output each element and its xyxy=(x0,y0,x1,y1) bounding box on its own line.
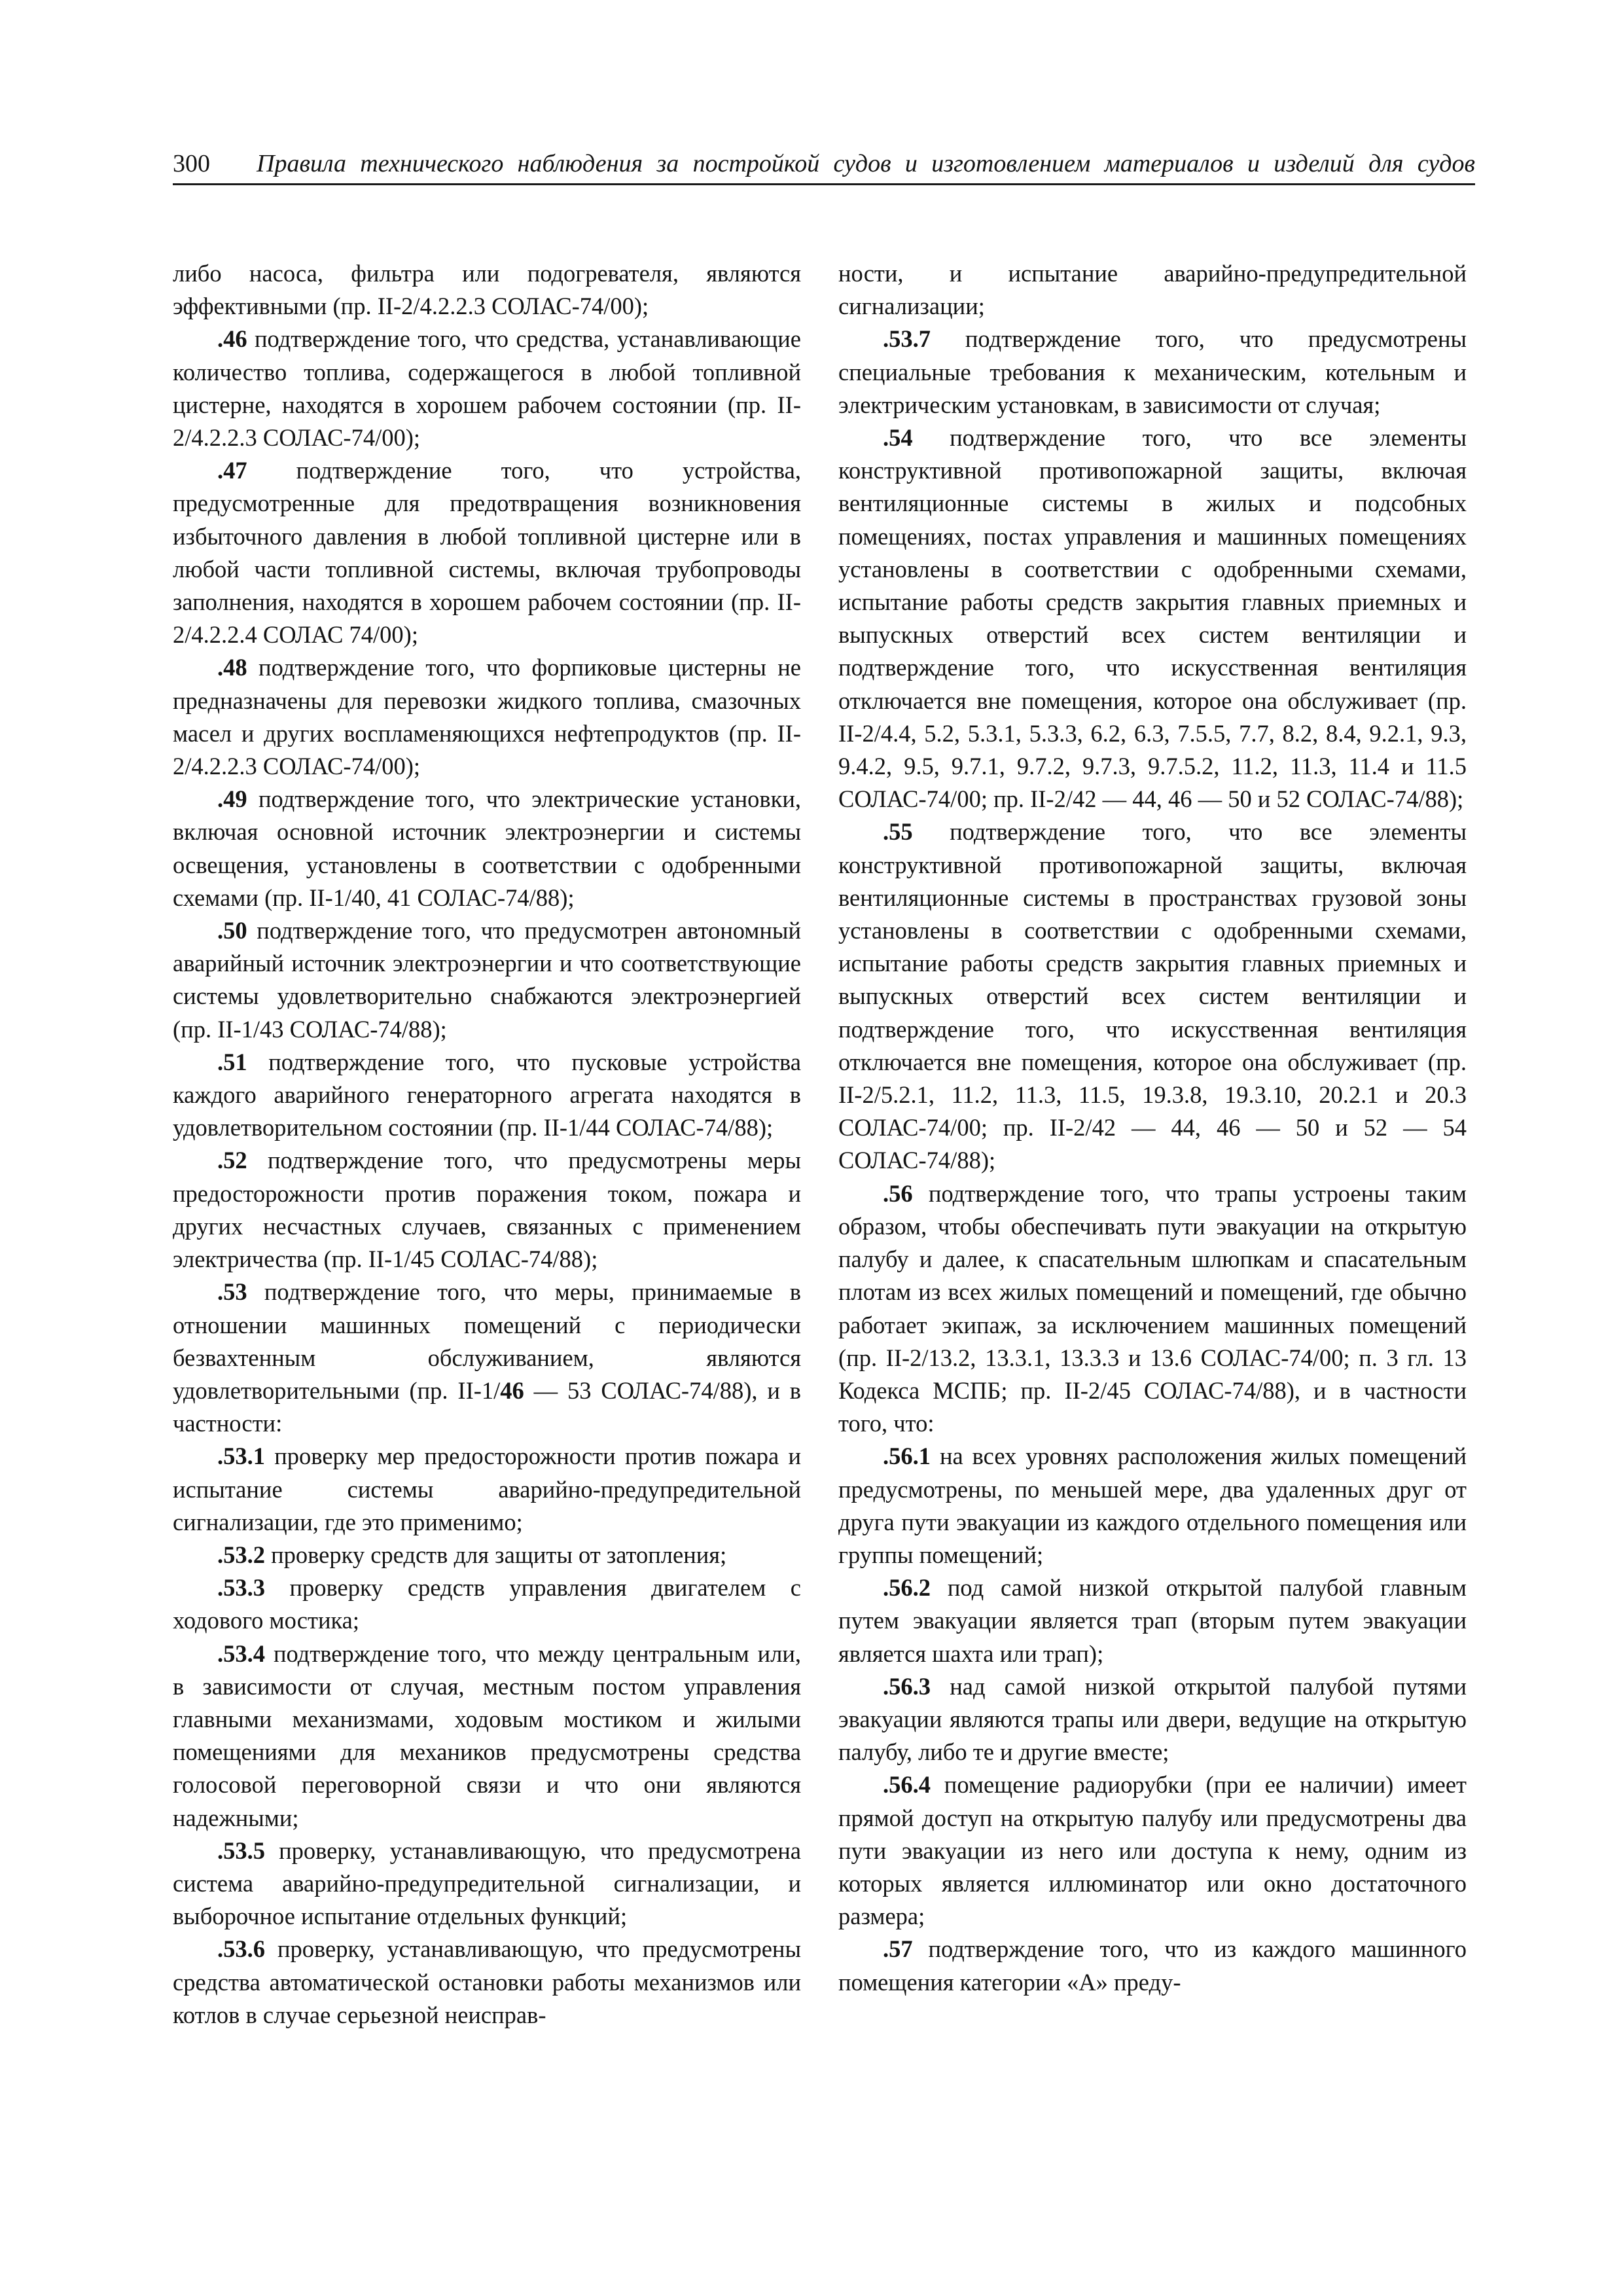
clause-number: .54 xyxy=(883,424,913,452)
paragraph: .53.4 подтверждение того, что между центральным или, в зависимости от случая, местным постом управления главными механизмами, ходовым мостиком и жилыми помещениями для механиков предусмотрены средства голосовой переговорной связи и что они являются надежными; xyxy=(173,1640,802,1831)
clause-number: .53 xyxy=(217,1278,247,1306)
clause-number: .53.2 xyxy=(217,1541,265,1568)
clause-number: .56 xyxy=(883,1179,913,1207)
paragraph: .47 подтверждение того, что устройства, предусмотренные для предотвращения возникновения избыточного давления в любой топливной цистерне или в любой части топливной системы, включая трубопроводы заполнения, находятся в хорошем рабочем состоянии (пр. II-2/4.2.2.4 СОЛАС 74/00); xyxy=(173,457,801,649)
paragraph: .56.4 помещение радиорубки (при ее наличии) имеет прямой доступ на открытую палубу или предусмотрены два пути эвакуации из него или доступа к нему, одним из которых является иллюминатор или окно достаточного размера; xyxy=(838,1771,1467,1930)
clause-number: .51 xyxy=(217,1048,247,1075)
paragraph: .53.7 подтверждение того, что предусмотрены специальные требования к механическим, котельным и электрическим установкам, в зависимости от случая; xyxy=(838,325,1467,418)
paragraph: .56.3 над самой низкой открытой палубой путями эвакуации являются трапы или двери, ведущие на открытую палубу, либо те и другие вместе; xyxy=(838,1672,1467,1766)
running-title: Правила технического наблюдения за постройкой судов и изготовлением материалов и изделий для судов xyxy=(257,150,1475,177)
clause-number: .53.1 xyxy=(217,1443,265,1470)
paragraph: .50 подтверждение того, что предусмотрен автономный аварийный источник электроэнергии и что соответствующие системы удовлетворительно снабжаются электроэнергией (пр. II-1/43 СОЛАС-74/88); xyxy=(173,917,801,1043)
paragraph: .56.1 на всех уровнях расположения жилых помещений предусмотрены, по меньшей мере, два удаленных друг от друга пути эвакуации из каждого отдельного помещения или группы помещений; xyxy=(838,1443,1467,1568)
clause-number: .53.3 xyxy=(217,1574,265,1602)
paragraph: .51 подтверждение того, что пусковые устройства каждого аварийного генераторного агрегата находятся в удовлетворительном состоянии (пр. II-1/44 СОЛАС-74/88); xyxy=(173,1048,801,1141)
clause-number: .56.2 xyxy=(883,1574,931,1602)
page-header xyxy=(173,145,1475,185)
paragraph: ности, и испытание аварийно-предупредительной сигнализации; xyxy=(838,260,1467,320)
paragraph: .57 подтверждение того, что из каждого машинного помещения категории «А» преду- xyxy=(838,1935,1467,1996)
paragraph: .56 подтверждение того, что трапы устроены таким образом, чтобы обеспечивать пути эвакуации на открытую палубу и далее, к спасательным шлюпкам и спасательным плотам из всех жилых помещений и помещений, где обычно работает экипаж, за исключением машинных помещений (пр. II-2/13.2, 13.3.1, 13.3.3 и 13.6 СОЛАС-74/00; п. 3 гл. 13 Кодекса МСПБ; пр. II-2/45 СОЛАС-74/88), и в частности того, что: xyxy=(838,1179,1467,1437)
paragraph: либо насоса, фильтра или подогревателя, являются эффективными (пр. II-2/4.2.2.3 СОЛАС-74/00); xyxy=(173,260,801,320)
clause-number: .57 xyxy=(883,1935,913,1963)
paragraph: .53.3 проверку средств управления двигателем с ходового мостика; xyxy=(173,1574,801,1634)
paragraph: .53.1 проверку мер предосторожности против пожара и испытание системы аварийно-предупредительной сигнализации, где это применимо; xyxy=(173,1443,801,1535)
clause-number: .50 xyxy=(217,917,247,944)
clause-number: .56.1 xyxy=(883,1443,931,1470)
clause-number: .52 xyxy=(217,1147,247,1174)
paragraph: .54 подтверждение того, что все элементы конструктивной противопожарной защиты, включая вентиляционные системы в жилых и подсобных помещениях, постах управления и машинных помещениях установлены в соответствии с одобренными схемами, испытание работы средств закрытия главных приемных и выпускных отверстий всех систем вентиляции и подтверждение того, что искусственная вентиляция отключается вне помещения, которое она обслуживает (пр. II-2/4.4, 5.2, 5.3.1, 5.3.3, 6.2, 6.3, 7.5.5, 7.7, 8.2, 8.4, 9.2.1, 9.3, 9.4.2, 9.5, 9.7.1, 9.7.2, 9.7.3, 9.7.5.2, 11.2, 11.3, 11.4 и 11.5 СОЛАС-74/00; пр. II-2/42 — 44, 46 — 50 и 52 СОЛАС-74/88); xyxy=(838,424,1467,813)
paragraph: .49 подтверждение того, что электрические установки, включая основной источник электроэнергии и системы освещения, установлены в соответствии с одобренными схемами (пр. II-1/40, 41 СОЛАС-74/88); xyxy=(173,785,801,911)
left-column xyxy=(173,257,801,2032)
paragraph: .48 подтверждение того, что форпиковые цистерны не предназначены для перевозки жидкого топлива, смазочных масел и других воспламеняющихся нефтепродуктов (пр. II-2/4.2.2.3 СОЛАС-74/00); xyxy=(173,654,801,780)
clause-number: .56.3 xyxy=(883,1672,931,1700)
clause-number: .53.7 xyxy=(883,325,931,353)
paragraph: .46 подтверждение того, что средства, устанавливающие количество топлива, содержащегося в любой топливной цистерне, находятся в хорошем рабочем состоянии (пр. II-2/4.2.2.3 СОЛАС-74/00); xyxy=(173,325,802,452)
paragraph: .55 подтверждение того, что все элементы конструктивной противопожарной защиты, включая вентиляционные системы в пространствах грузовой зоны установлены в соответствии с одобренными схемами, испытание работы средств закрытия главных приемных и выпускных отверстий всех систем вентиляции и подтверждение того, что искусственная вентиляция отключается вне помещения, которое она обслуживает (пр. II-2/5.2.1, 11.2, 11.3, 11.5, 19.3.8, 19.3.10, 20.2.1 и 20.3 СОЛАС-74/00; пр. II-2/42 — 44, 46 — 50 и 52 — 54 СОЛАС-74/88); xyxy=(838,818,1467,1174)
clause-number: .49 xyxy=(217,785,247,813)
paragraph: .53.6 проверку, устанавливающую, что предусмотрены средства автоматической остановки работы механизмов или котлов в случае серьезной неисправ- xyxy=(173,1935,801,2028)
paragraph: .53.5 проверку, устанавливающую, что предусмотрена система аварийно-предупредительной сигнализации, и выборочное испытание отдельных функций; xyxy=(173,1837,801,1930)
clause-number: .55 xyxy=(883,818,913,846)
clause-number: .46 xyxy=(217,325,247,353)
clause-number: .53.4 xyxy=(217,1640,265,1667)
clause-number: .53.5 xyxy=(217,1837,265,1864)
right-column xyxy=(838,257,1467,1999)
clause-number: .53.6 xyxy=(217,1935,265,1963)
clause-number: .56.4 xyxy=(883,1771,931,1799)
paragraph: .52 подтверждение того, что предусмотрены меры предосторожности против поражения током, пожара и других несчастных случаев, связанных с применением электричества (пр. II-1/45 СОЛАС-74/88); xyxy=(173,1147,801,1273)
paragraph: .53 подтверждение того, что меры, принимаемые в отношении машинных помещений с периодически безвахтенным обслуживанием, являются удовлетворительными (пр. II-1/46 — 53 СОЛАС-74/88), и в частности: xyxy=(173,1278,802,1437)
clause-number: .47 xyxy=(217,457,247,484)
page-number: 300 xyxy=(173,150,210,177)
clause-number: .48 xyxy=(217,654,247,681)
paragraph: .56.2 под самой низкой открытой палубой главным путем эвакуации является трап (вторым путем эвакуации является шахта или трап); xyxy=(838,1574,1467,1667)
paragraph: .53.2 проверку средств для защиты от затопления; xyxy=(217,1541,727,1568)
